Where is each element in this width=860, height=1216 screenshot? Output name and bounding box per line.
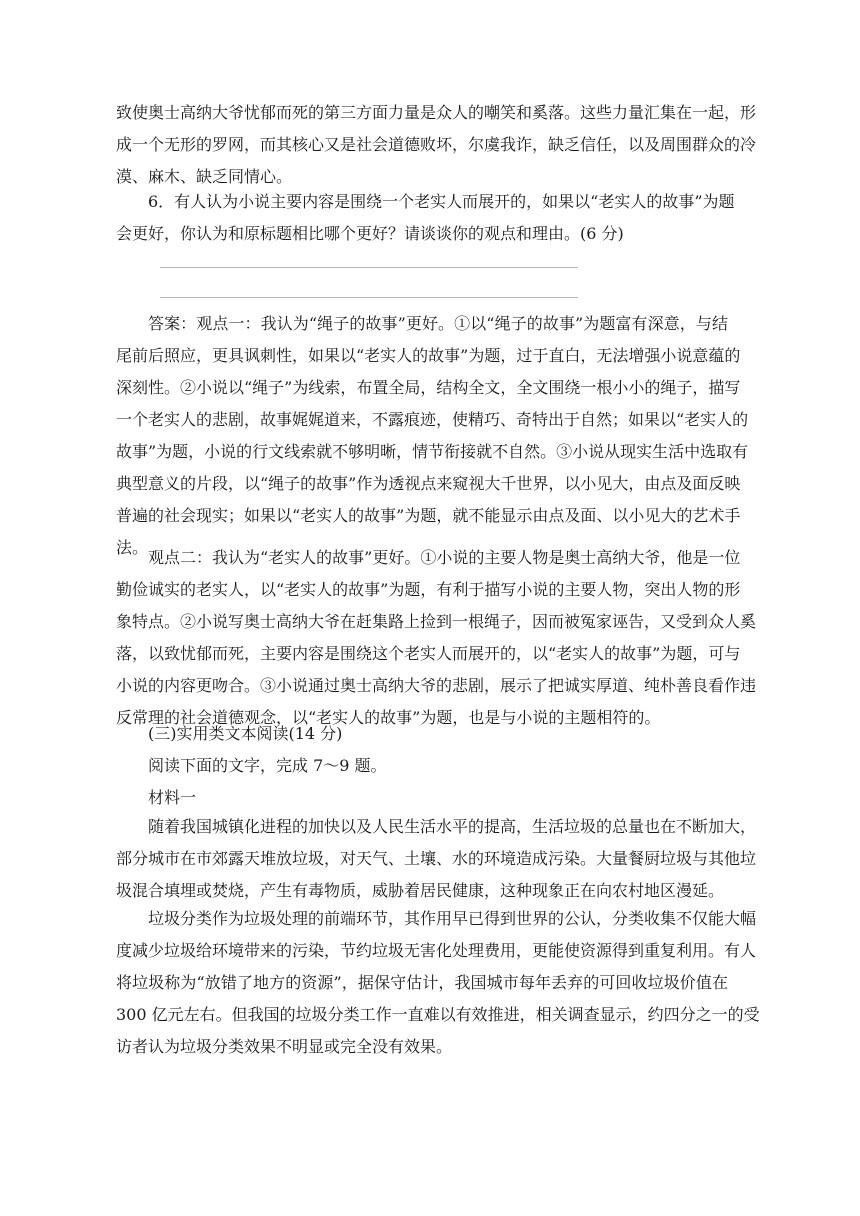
text-line: 致使奥士高纳大爷忧郁而死的第三方面力量是众人的嘲笑和奚落。这些力量汇集在一起，形: [116, 103, 757, 122]
section-heading: (三)实用类文本阅读(14 分): [148, 724, 343, 743]
answer-blank-line: [160, 297, 578, 298]
text-line: 度减少垃圾给环境带来的污染，节约垃圾无害化处理费用，更能使资源得到重复利用。有人: [116, 941, 757, 960]
instruction-text: 阅读下面的文字，完成 7～9 题。: [148, 756, 387, 775]
text-line: 一个老实人的悲剧，故事娓娓道来，不露痕迹，使精巧、奇特出于自然；如果以“老实人的: [116, 410, 749, 429]
text-line: 部分城市在市郊露天堆放垃圾，对天气、土壤、水的环境造成污染。大量餐厨垃圾与其他垃: [116, 849, 757, 868]
text-line: 漠、麻木、缺乏同情心。: [116, 167, 293, 186]
text-line: 法。: [116, 538, 149, 557]
question-line: 6．有人认为小说主要内容是围绕一个老实人而展开的，如果以“老实人的故事”为题: [148, 192, 735, 211]
text-line: 300 亿元左右。但我国的垃圾分类工作一直难以有效推进，相关调查显示，约四分之一的受: [116, 1005, 760, 1024]
text-line: 小说的内容更吻合。③小说通过奥士高纳大爷的悲剧，展示了把诚实厚道、纯朴善良看作违: [116, 676, 757, 695]
text-line: 尾前后照应，更具讽刺性，如果以“老实人的故事”为题，过于直白，无法增强小说意蕴的: [116, 346, 741, 365]
text-line: 落，以致忧郁而死，主要内容是围绕这个老实人而展开的，以“老实人的故事”为题，可与: [116, 644, 741, 663]
text-line: 垃圾分类作为垃圾处理的前端环节，其作用早已得到世界的公认，分类收集不仅能大幅: [148, 909, 757, 928]
text-line: 普遍的社会现实；如果以“老实人的故事”为题，就不能显示由点及面、以小见大的艺术手: [116, 506, 741, 525]
text-line: 圾混合填埋或焚烧，产生有毒物质，威胁着居民健康，这种现象正在向农村地区漫延。: [116, 881, 725, 900]
text-line: 答案：观点一：我认为“绳子的故事”更好。①以“绳子的故事”为题富有深意，与结: [148, 314, 728, 333]
text-line: 随着我国城镇化进程的加快以及人民生活水平的提高，生活垃圾的总量也在不断加大，: [148, 817, 757, 836]
text-line: 将垃圾称为“放错了地方的资源”，据保守估计，我国城市每年丢弃的可回收垃圾价值在: [116, 973, 728, 992]
text-line: 成一个无形的罗网，而其核心又是社会道德败坏，尔虞我诈，缺乏信任，以及周围群众的冷: [116, 135, 757, 154]
question-line: 会更好，你认为和原标题相比哪个更好？请谈谈你的观点和理由。(6 分): [116, 224, 624, 243]
text-line: 访者认为垃圾分类效果不明显或完全没有效果。: [116, 1037, 453, 1056]
text-line: 典型意义的片段，以“绳子的故事”作为透视点来窥视大千世界，以小见大，由点及面反映: [116, 474, 741, 493]
text-line: 故事”为题，小说的行文线索就不够明晰，情节衔接就不自然。③小说从现实生活中选取有: [116, 442, 749, 461]
text-line: 深刻性。②小说以“绳子”为线索，布置全局，结构全文，全文围绕一根小小的绳子，描写: [116, 378, 741, 397]
text-line: 观点二：我认为“老实人的故事”更好。①小说的主要人物是奥士高纳大爷，他是一位: [148, 548, 741, 567]
material-heading: 材料一: [148, 788, 197, 807]
text-line: 反常理的社会道德观念，以“老实人的故事”为题，也是与小说的主题相符的。: [116, 708, 661, 727]
text-line: 象特点。②小说写奥士高纳大爷在赶集路上捡到一根绳子，因而被冤家诬告，又受到众人奚: [116, 612, 757, 631]
text-line: 勤俭诚实的老实人，以“老实人的故事”为题，有利于描写小说的主要人物，突出人物的形: [116, 580, 741, 599]
answer-blank-line: [160, 267, 578, 268]
